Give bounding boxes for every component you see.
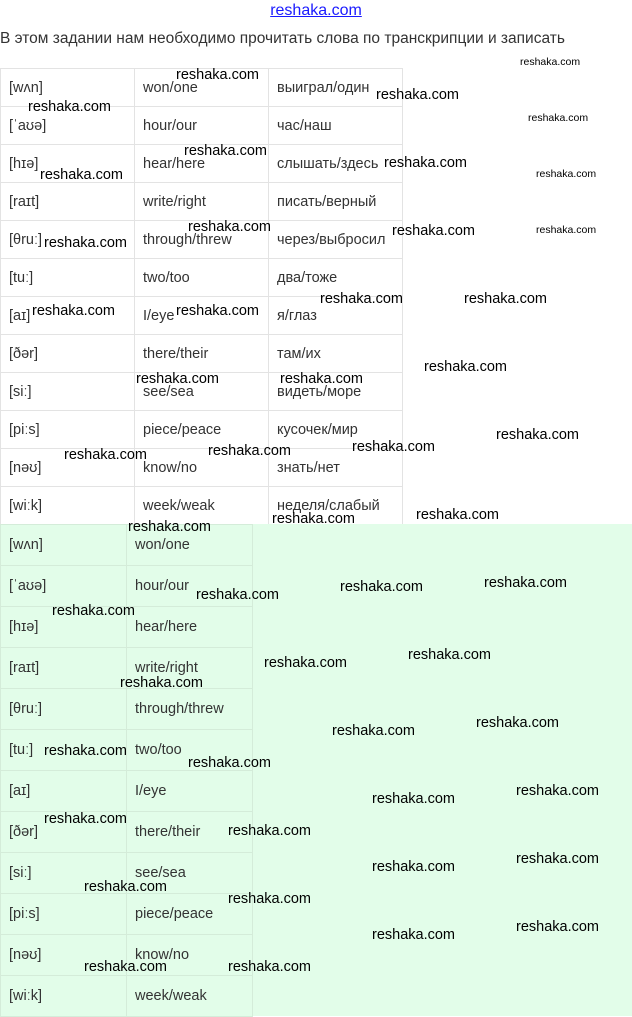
- transcription-cell: [hɪə]: [1, 607, 127, 648]
- watermark: reshaka.com: [340, 579, 424, 595]
- watermark: reshaka.com: [128, 519, 212, 535]
- watermark: reshaka.com: [516, 851, 600, 867]
- word-cell: hour/our: [127, 566, 253, 607]
- watermark: reshaka.com: [176, 67, 260, 83]
- transcription-cell: [ðər]: [1, 335, 135, 373]
- watermark: reshaka.com: [176, 303, 260, 319]
- site-link[interactable]: reshaka.com: [270, 2, 362, 19]
- transcription-cell: [wiːk]: [1, 487, 135, 525]
- table-row: [1, 373, 403, 411]
- table-row: [1, 525, 253, 566]
- transcription-cell: [piːs]: [1, 411, 135, 449]
- watermark: reshaka.com: [408, 647, 492, 663]
- watermark: reshaka.com: [188, 755, 272, 771]
- transcription-cell: [aɪ]: [1, 771, 127, 812]
- watermark: reshaka.com: [372, 859, 456, 875]
- transcription-cell: [aɪ]: [1, 297, 135, 335]
- table-row: [1, 648, 253, 689]
- translation-cell: кусочек/мир: [269, 411, 403, 449]
- watermark: reshaka.com: [64, 447, 148, 463]
- transcription-cell: [wʌn]: [1, 69, 135, 107]
- watermark: reshaka.com: [272, 511, 356, 527]
- word-cell: piece/peace: [135, 411, 269, 449]
- word-cell: hear/here: [127, 607, 253, 648]
- table-row: [1, 107, 403, 145]
- word-cell: week/weak: [135, 487, 269, 525]
- watermark: reshaka.com: [384, 155, 468, 171]
- word-cell: see/sea: [135, 373, 269, 411]
- table-row: [1, 935, 253, 976]
- watermark: reshaka.com: [520, 56, 581, 68]
- answer-table: [0, 524, 253, 1017]
- table-row: [1, 411, 403, 449]
- watermark: reshaka.com: [32, 303, 116, 319]
- watermark: reshaka.com: [484, 575, 568, 591]
- watermark: reshaka.com: [320, 291, 404, 307]
- translation-cell: знать/нет: [269, 449, 403, 487]
- watermark: reshaka.com: [184, 143, 268, 159]
- table-row: [1, 145, 403, 183]
- word-cell: know/no: [127, 935, 253, 976]
- watermark: reshaka.com: [352, 439, 436, 455]
- word-cell: write/right: [135, 183, 269, 221]
- table-row: [1, 689, 253, 730]
- watermark: reshaka.com: [264, 655, 348, 671]
- transcription-cell: [hɪə]: [1, 145, 135, 183]
- transcription-cell: [wiːk]: [1, 976, 127, 1017]
- table-row: [1, 566, 253, 607]
- word-cell: two/too: [135, 259, 269, 297]
- word-cell: two/too: [127, 730, 253, 771]
- watermark: reshaka.com: [528, 112, 589, 124]
- watermark: reshaka.com: [280, 371, 364, 387]
- watermark: reshaka.com: [536, 168, 597, 180]
- table-row: [1, 69, 403, 107]
- transcription-cell: [tuː]: [1, 259, 135, 297]
- watermark: reshaka.com: [392, 223, 476, 239]
- translation-cell: слышать/здесь: [269, 145, 403, 183]
- watermark: reshaka.com: [40, 167, 124, 183]
- word-cell: there/their: [127, 812, 253, 853]
- watermark: reshaka.com: [464, 291, 548, 307]
- word-cell: piece/peace: [127, 894, 253, 935]
- word-cell: through/threw: [135, 221, 269, 259]
- watermark: reshaka.com: [84, 879, 168, 895]
- transcription-cell: [ˈaʊə]: [1, 566, 127, 607]
- watermark: reshaka.com: [120, 675, 204, 691]
- watermark: reshaka.com: [28, 99, 112, 115]
- transcription-cell: [θruː]: [1, 689, 127, 730]
- translation-cell: там/их: [269, 335, 403, 373]
- word-cell: I/eye: [127, 771, 253, 812]
- table-row: [1, 607, 253, 648]
- watermark: reshaka.com: [516, 919, 600, 935]
- table-row: [1, 449, 403, 487]
- transcription-cell: [raɪt]: [1, 648, 127, 689]
- watermark: reshaka.com: [228, 891, 312, 907]
- word-cell: see/sea: [127, 853, 253, 894]
- word-cell: won/one: [135, 69, 269, 107]
- translation-cell: час/наш: [269, 107, 403, 145]
- word-cell: know/no: [135, 449, 269, 487]
- word-cell: hour/our: [135, 107, 269, 145]
- translation-cell: неделя/слабый: [269, 487, 403, 525]
- watermark: reshaka.com: [208, 443, 292, 459]
- table-row: [1, 894, 253, 935]
- watermark: reshaka.com: [44, 743, 128, 759]
- table-row: [1, 221, 403, 259]
- watermark: reshaka.com: [228, 959, 312, 975]
- word-cell: I/eye: [135, 297, 269, 335]
- watermark: reshaka.com: [424, 359, 508, 375]
- table-row: [1, 487, 403, 525]
- table-row: [1, 771, 253, 812]
- table-row: [1, 812, 253, 853]
- transcription-cell: [wʌn]: [1, 525, 127, 566]
- watermark: reshaka.com: [44, 235, 128, 251]
- table-row: [1, 259, 403, 297]
- translation-cell: выиграл/один: [269, 69, 403, 107]
- transcription-cell: [piːs]: [1, 894, 127, 935]
- watermark: reshaka.com: [372, 927, 456, 943]
- watermark: reshaka.com: [136, 371, 220, 387]
- table-row: [1, 853, 253, 894]
- watermark: reshaka.com: [84, 959, 168, 975]
- watermark: reshaka.com: [44, 811, 128, 827]
- table-row: [1, 976, 253, 1017]
- watermark: reshaka.com: [372, 791, 456, 807]
- translation-cell: писать/верный: [269, 183, 403, 221]
- transcription-table: [0, 68, 403, 525]
- transcription-cell: [nəʊ]: [1, 449, 135, 487]
- transcription-cell: [siː]: [1, 853, 127, 894]
- word-cell: week/weak: [127, 976, 253, 1017]
- word-cell: won/one: [127, 525, 253, 566]
- watermark: reshaka.com: [536, 224, 597, 236]
- translation-cell: видеть/море: [269, 373, 403, 411]
- translation-cell: через/выбросил: [269, 221, 403, 259]
- watermark: reshaka.com: [476, 715, 560, 731]
- watermark: reshaka.com: [52, 603, 136, 619]
- transcription-cell: [siː]: [1, 373, 135, 411]
- watermark: reshaka.com: [416, 507, 500, 523]
- word-cell: hear/here: [135, 145, 269, 183]
- watermark: reshaka.com: [188, 219, 272, 235]
- table-row: [1, 335, 403, 373]
- watermark: reshaka.com: [228, 823, 312, 839]
- table-row: [1, 297, 403, 335]
- watermark: reshaka.com: [376, 87, 460, 103]
- word-cell: write/right: [127, 648, 253, 689]
- transcription-cell: [ˈaʊə]: [1, 107, 135, 145]
- transcription-cell: [tuː]: [1, 730, 127, 771]
- word-cell: there/their: [135, 335, 269, 373]
- translation-cell: я/глаз: [269, 297, 403, 335]
- task-intro: В этом задании нам необходимо прочитать слова по транскрипции и записать: [0, 30, 565, 47]
- transcription-cell: [ðər]: [1, 812, 127, 853]
- table-row: [1, 183, 403, 221]
- table-row: [1, 730, 253, 771]
- transcription-cell: [raɪt]: [1, 183, 135, 221]
- watermark: reshaka.com: [196, 587, 280, 603]
- translation-cell: два/тоже: [269, 259, 403, 297]
- transcription-cell: [nəʊ]: [1, 935, 127, 976]
- watermark: reshaka.com: [332, 723, 416, 739]
- word-cell: through/threw: [127, 689, 253, 730]
- watermark: reshaka.com: [496, 427, 580, 443]
- transcription-cell: [θruː]: [1, 221, 135, 259]
- watermark: reshaka.com: [516, 783, 600, 799]
